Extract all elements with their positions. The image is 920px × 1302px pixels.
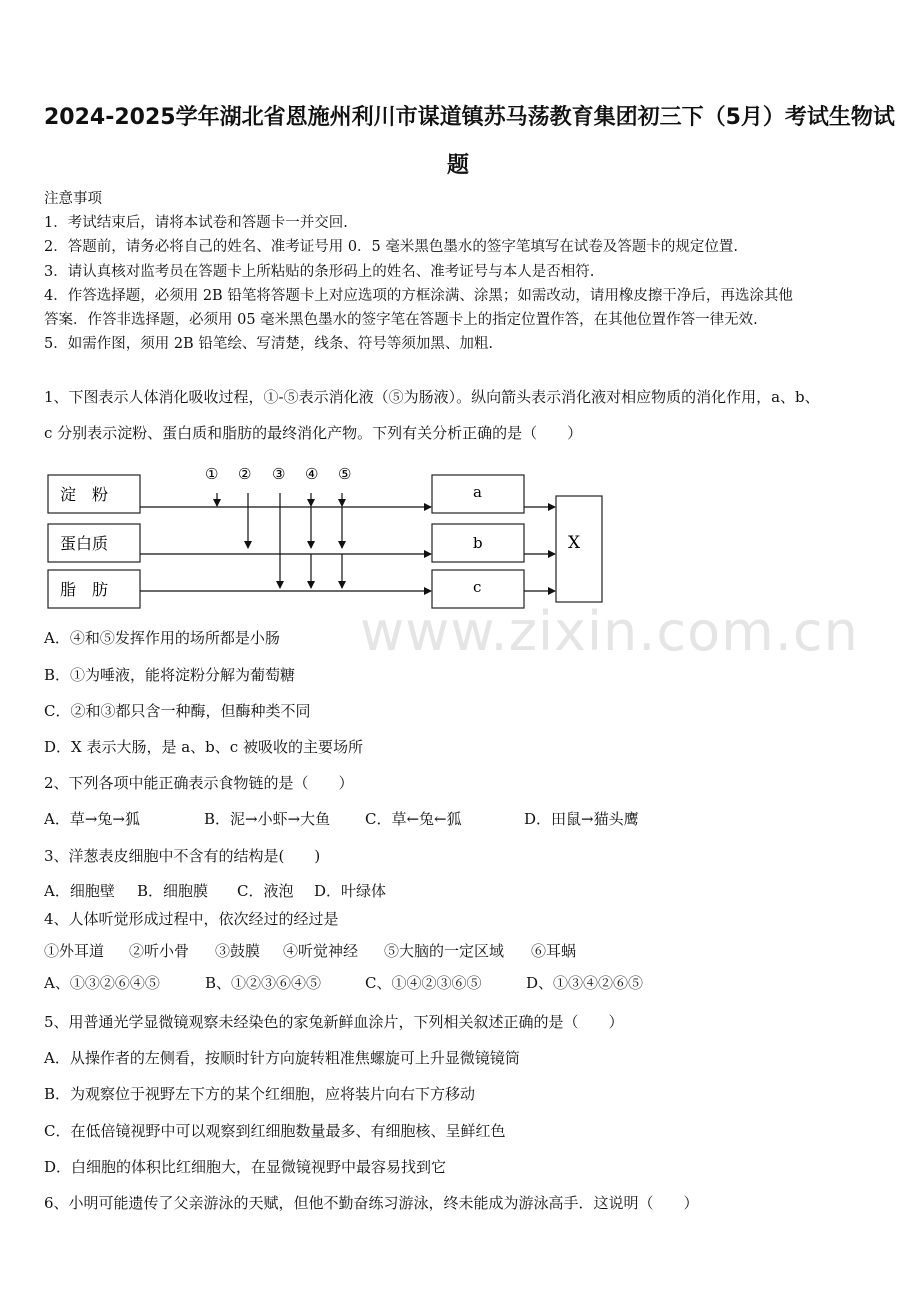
juice-label-3: ③ bbox=[272, 465, 286, 483]
q4-item: ③鼓膜 bbox=[215, 942, 261, 960]
notice-item: 5．如需作图，须用 2B 铅笔绘、写清楚，线条、符号等须加黑、加粗. bbox=[44, 336, 493, 352]
q1-stem-line2: c 分别表示淀粉、蛋白质和脂肪的最终消化产物。下列有关分析正确的是（ ） bbox=[44, 424, 583, 442]
q4-item: ②听小骨 bbox=[129, 942, 190, 960]
watermark: www.zixin.com.cn bbox=[360, 600, 859, 663]
q5-option-d: D．白细胞的体积比红细胞大，在显微镜视野中最容易找到它 bbox=[44, 1158, 447, 1176]
q3-stem: 3、洋葱表皮细胞中不含有的结构是( ) bbox=[44, 847, 321, 865]
product-label-a: a bbox=[473, 483, 482, 501]
digestion-diagram bbox=[0, 455, 920, 615]
q5-option-a: A．从操作者的左侧看，按顺时针方向旋转粗准焦螺旋可上升显微镜镜筒 bbox=[44, 1049, 520, 1067]
product-label-b: b bbox=[473, 534, 483, 552]
juice-label-5: ⑤ bbox=[338, 465, 352, 483]
q5-option-c: C．在低倍镜视野中可以观察到红细胞数量最多、有细胞核、呈鲜红色 bbox=[44, 1122, 506, 1140]
input-label-protein: 蛋白质 bbox=[60, 534, 109, 553]
notice-heading: 注意事项 bbox=[44, 191, 102, 207]
page-title-line2: 题 bbox=[447, 153, 470, 178]
notice-item: 答案．作答非选择题，必须用 05 毫米黑色墨水的签字笔在答题卡上的指定位置作答，在其他位置作答一律无效. bbox=[44, 312, 758, 328]
notice-item: 2．答题前，请务必将自己的姓名、准考证号用 0．5 毫米黑色墨水的签字笔填写在试卷及答题卡的规定位置. bbox=[44, 239, 738, 255]
q4-option-c: C、①④②③⑥⑤ bbox=[365, 974, 482, 992]
juice-label-2: ② bbox=[238, 465, 252, 483]
q5-option-b: B．为观察位于视野左下方的某个红细胞，应将装片向右下方移动 bbox=[44, 1085, 476, 1103]
q6-stem: 6、小明可能遗传了父亲游泳的天赋，但他不勤奋练习游泳，终未能成为游泳高手．这说明（ ） bbox=[44, 1194, 699, 1212]
q4-option-b: B、①②③⑥④⑤ bbox=[205, 974, 322, 992]
q3-option-b: B．细胞膜 bbox=[137, 882, 209, 900]
q4-option-d: D、①③④②⑥⑤ bbox=[526, 974, 644, 992]
q2-option-d: D．田鼠→猫头鹰 bbox=[524, 810, 639, 828]
q1-option-c: C．②和③都只含一种酶，但酶种类不同 bbox=[44, 702, 311, 720]
product-label-c: c bbox=[473, 578, 482, 596]
notice-item: 1．考试结束后，请将本试卷和答题卡一并交回. bbox=[44, 215, 348, 231]
q2-option-a: A．草→兔→狐 bbox=[44, 810, 140, 828]
juice-label-1: ① bbox=[205, 465, 219, 483]
q4-option-a: A、①③②⑥④⑤ bbox=[44, 974, 160, 992]
q5-stem: 5、用普通光学显微镜观察未经染色的家兔新鲜血涂片，下列相关叙述正确的是（ ） bbox=[44, 1013, 624, 1031]
q1-option-b: B．①为唾液，能将淀粉分解为葡萄糖 bbox=[44, 666, 296, 684]
q4-item: ④听觉神经 bbox=[283, 942, 359, 960]
q1-option-d: D．X 表示大肠，是 a、b、c 被吸收的主要场所 bbox=[44, 738, 363, 756]
page-title-line1: 2024-2025学年湖北省恩施州利川市谋道镇苏马荡教育集团初三下（5月）考试生物试 bbox=[44, 105, 895, 130]
q4-stem: 4、人体听觉形成过程中，依次经过的经过是 bbox=[44, 910, 339, 928]
final-label-x: X bbox=[568, 533, 581, 553]
input-label-starch: 淀 粉 bbox=[60, 485, 109, 504]
q1-stem-line1: 1、下图表示人体消化吸收过程，①-⑤表示消化液（⑤为肠液）。纵向箭头表示消化液对相应物质的消化作用，a、b、 bbox=[44, 388, 820, 406]
juice-label-4: ④ bbox=[305, 465, 319, 483]
q4-item: ⑤大脑的一定区域 bbox=[384, 942, 505, 960]
notice-item: 3．请认真核对监考员在答题卡上所粘贴的条形码上的姓名、准考证号与本人是否相符. bbox=[44, 264, 595, 280]
q2-option-b: B．泥→小虾→大鱼 bbox=[204, 810, 331, 828]
q2-stem: 2、下列各项中能正确表示食物链的是（ ） bbox=[44, 774, 354, 792]
q3-option-a: A．细胞壁 bbox=[44, 882, 115, 900]
q3-option-c: C．液泡 bbox=[237, 882, 294, 900]
q4-item: ⑥耳蜗 bbox=[531, 942, 577, 960]
notice-item: 4．作答选择题，必须用 2B 铅笔将答题卡上对应选项的方框涂满、涂黑；如需改动，请用橡皮擦干净后，再选涂其他 bbox=[44, 288, 793, 304]
q2-option-c: C．草←兔←狐 bbox=[365, 810, 462, 828]
q4-item: ①外耳道 bbox=[44, 942, 105, 960]
q1-option-a: A．④和⑤发挥作用的场所都是小肠 bbox=[44, 629, 280, 647]
q3-option-d: D．叶绿体 bbox=[314, 882, 387, 900]
input-label-fat: 脂 肪 bbox=[60, 580, 109, 599]
